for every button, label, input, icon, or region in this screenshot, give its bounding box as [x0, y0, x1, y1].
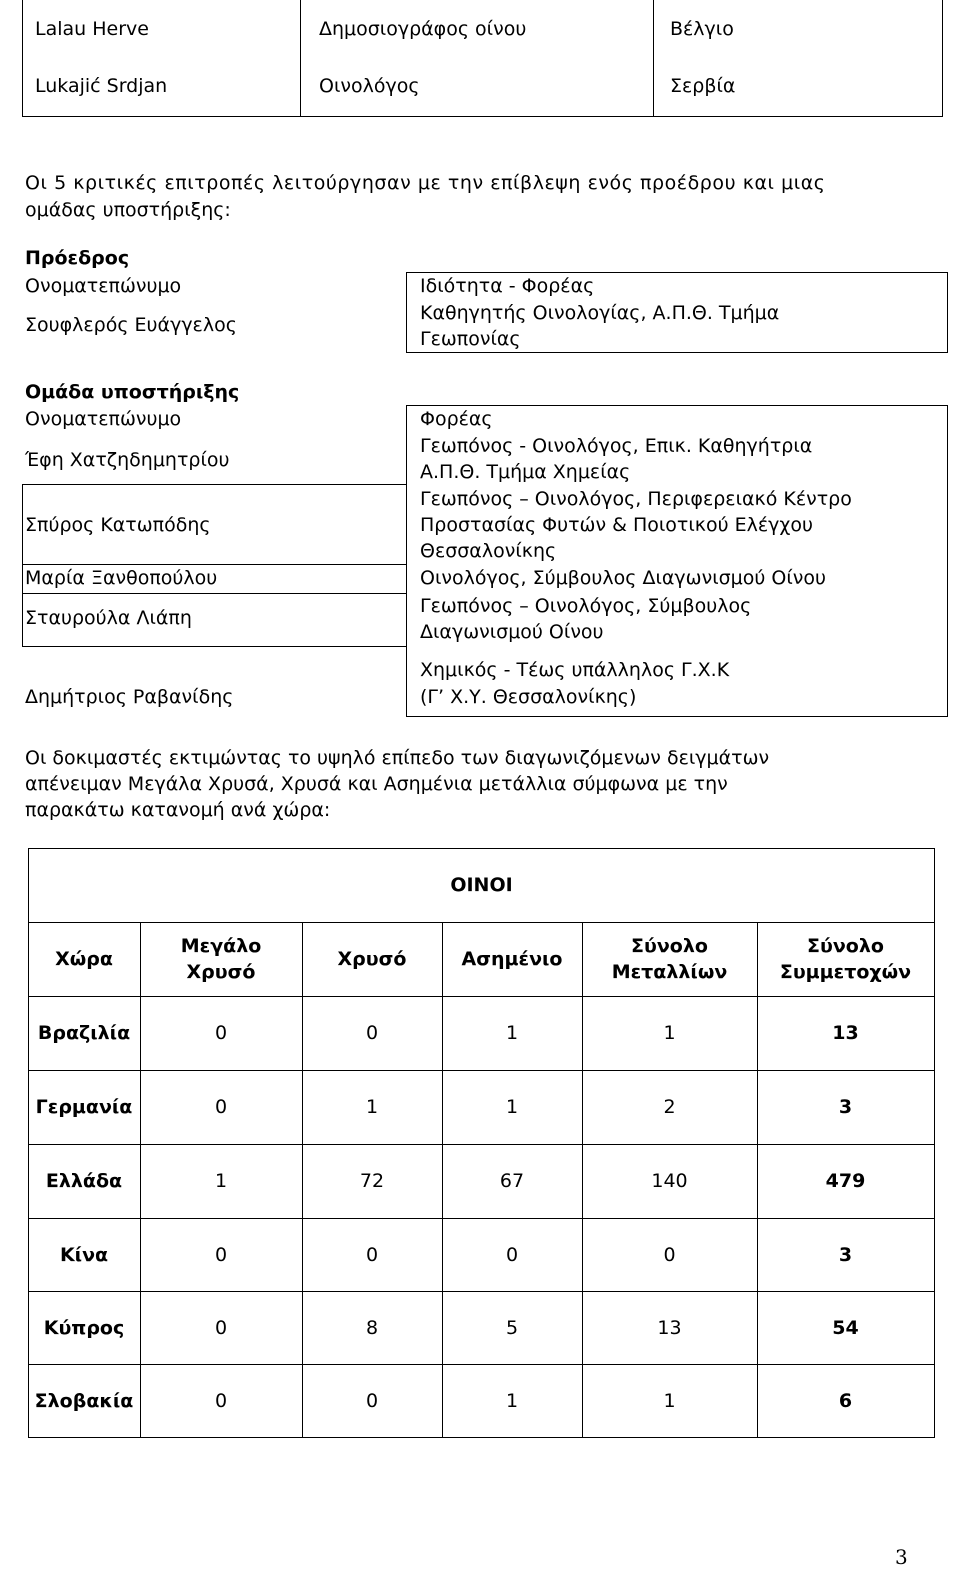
grand-gold-cell: 0 — [214, 1389, 228, 1412]
member-role: (Γ’ Χ.Υ. Θεσσαλονίκης) — [420, 686, 637, 708]
total-entries-cell: 479 — [825, 1170, 866, 1192]
judge-name: Lalau Herve — [35, 18, 149, 40]
role-column-header: Ιδιότητα - Φορέας — [420, 275, 595, 297]
total-medals-cell: 13 — [657, 1316, 682, 1339]
header-grand-gold-line2: Χρυσό — [186, 961, 256, 983]
header-grand-gold-line1: Μεγάλο — [180, 935, 262, 957]
total-entries-cell: 13 — [832, 1022, 859, 1044]
judge-country: Σερβία — [670, 75, 736, 97]
member-role: Χημικός - Τέως υπάλληλος Γ.Χ.Κ — [420, 659, 730, 681]
judge-country: Βέλγιο — [670, 18, 734, 40]
grand-gold-cell: 0 — [214, 1096, 228, 1118]
president-role: Καθηγητής Οινολογίας, Α.Π.Θ. Τμήμα — [420, 302, 780, 324]
header-total-entries — [757, 922, 934, 996]
country-cell: Σλοβακία — [34, 1389, 134, 1412]
total-entries-cell: 3 — [838, 1096, 853, 1118]
results-paragraph-line: παρακάτω κατανομή ανά χώρα: — [25, 799, 331, 821]
intro-paragraph-line: Οι 5 κριτικές επιτροπές λειτούργησαν με την επίβλεψη ενός προέδρου και μιας — [25, 172, 826, 194]
silver-cell: 1 — [505, 1389, 519, 1412]
country-cell: Κύπρος — [43, 1316, 125, 1339]
president-role: Γεωπονίας — [420, 328, 521, 350]
president-heading: Πρόεδρος — [25, 247, 130, 269]
total-medals-cell: 1 — [663, 1022, 676, 1044]
grand-gold-cell: 0 — [214, 1022, 228, 1044]
member-name: Έφη Χατζηδημητρίου — [25, 449, 230, 471]
gold-cell: 0 — [365, 1022, 379, 1044]
judge-role: Οινολόγος — [319, 75, 420, 97]
header-total-entries-line2: Συμμετοχών — [779, 961, 912, 983]
header-country-label: Χώρα — [55, 948, 113, 970]
total-entries-cell: 3 — [838, 1243, 853, 1266]
silver-cell: 1 — [505, 1096, 519, 1118]
name-column-header: Ονοματεπώνυμο — [25, 408, 182, 430]
header-gold-label: Χρυσό — [337, 948, 407, 970]
results-paragraph-line: απένειμαν Μεγάλα Χρυσά, Χρυσά και Ασημένια μετάλλια σύμφωνα με την — [25, 773, 728, 795]
country-cell: Βραζιλία — [37, 1022, 131, 1044]
header-total-medals-line1: Σύνολο — [631, 935, 708, 957]
grand-gold-cell: 0 — [214, 1316, 228, 1339]
header-country — [28, 922, 140, 996]
country-cell: Ελλάδα — [45, 1170, 123, 1192]
header-grand-gold — [140, 922, 302, 996]
silver-cell: 5 — [505, 1316, 519, 1339]
member-role: Διαγωνισμού Οίνου — [420, 621, 604, 643]
gold-cell: 1 — [365, 1096, 379, 1118]
country-cell: Κίνα — [59, 1243, 109, 1266]
member-role: Οινολόγος, Σύμβουλος Διαγωνισμού Οίνου — [420, 567, 827, 589]
header-gold — [302, 922, 442, 996]
total-medals-cell: 2 — [663, 1096, 676, 1118]
member-role: Θεσσαλονίκης — [420, 540, 557, 562]
member-name: Μαρία Ξανθοπούλου — [25, 567, 218, 589]
president-name: Σουφλερός Ευάγγελος — [25, 314, 237, 336]
gold-cell: 0 — [365, 1389, 379, 1412]
gold-cell: 0 — [365, 1243, 379, 1266]
wines-table-title: ΟΙΝΟΙ — [450, 874, 513, 896]
header-total-entries-line1: Σύνολο — [807, 935, 884, 957]
member-role: Γεωπόνος – Οινολόγος, Σύμβουλος — [420, 595, 752, 617]
role-column-header: Φορέας — [420, 408, 493, 430]
support-heading: Ομάδα υποστήριξης — [25, 381, 240, 403]
gold-cell: 8 — [365, 1316, 379, 1339]
member-role: Γεωπόνος - Οινολόγος, Επικ. Καθηγήτρια — [420, 435, 813, 457]
total-entries-cell: 6 — [838, 1389, 853, 1412]
name-column-header: Ονοματεπώνυμο — [25, 275, 182, 297]
member-role: Γεωπόνος – Οινολόγος, Περιφερειακό Κέντρο — [420, 488, 852, 510]
total-medals-cell: 1 — [663, 1389, 676, 1412]
grand-gold-cell: 1 — [214, 1170, 228, 1192]
total-medals-cell: 0 — [663, 1243, 676, 1266]
member-role: Α.Π.Θ. Τμήμα Χημείας — [420, 461, 631, 483]
country-cell: Γερμανία — [35, 1096, 133, 1118]
intro-paragraph-line: ομάδας υποστήριξης: — [25, 199, 231, 221]
member-name: Σταυρούλα Λιάπη — [25, 607, 192, 629]
total-medals-cell: 140 — [651, 1170, 688, 1192]
judge-role: Δημοσιογράφος οίνου — [319, 18, 527, 40]
grand-gold-cell: 0 — [214, 1243, 228, 1266]
member-role: Προστασίας Φυτών & Ποιοτικού Ελέγχου — [420, 514, 814, 536]
judge-name: Lukajić Srdjan — [35, 75, 168, 97]
silver-cell: 0 — [505, 1243, 519, 1266]
silver-cell: 1 — [505, 1022, 519, 1044]
member-name: Δημήτριος Ραβανίδης — [25, 686, 234, 708]
header-total-medals — [582, 922, 757, 996]
page-number: 3 — [895, 1545, 908, 1569]
gold-cell: 72 — [359, 1170, 385, 1192]
silver-cell: 67 — [499, 1170, 525, 1192]
total-entries-cell: 54 — [832, 1316, 859, 1339]
results-paragraph-line: Οι δοκιμαστές εκτιμώντας το υψηλό επίπεδο των διαγωνιζόμενων δειγμάτων — [25, 747, 770, 769]
header-silver-label: Ασημένιο — [461, 948, 563, 970]
member-name: Σπύρος Κατωπόδης — [25, 514, 211, 536]
header-total-medals-line2: Μεταλλίων — [611, 961, 728, 983]
header-silver — [442, 922, 582, 996]
